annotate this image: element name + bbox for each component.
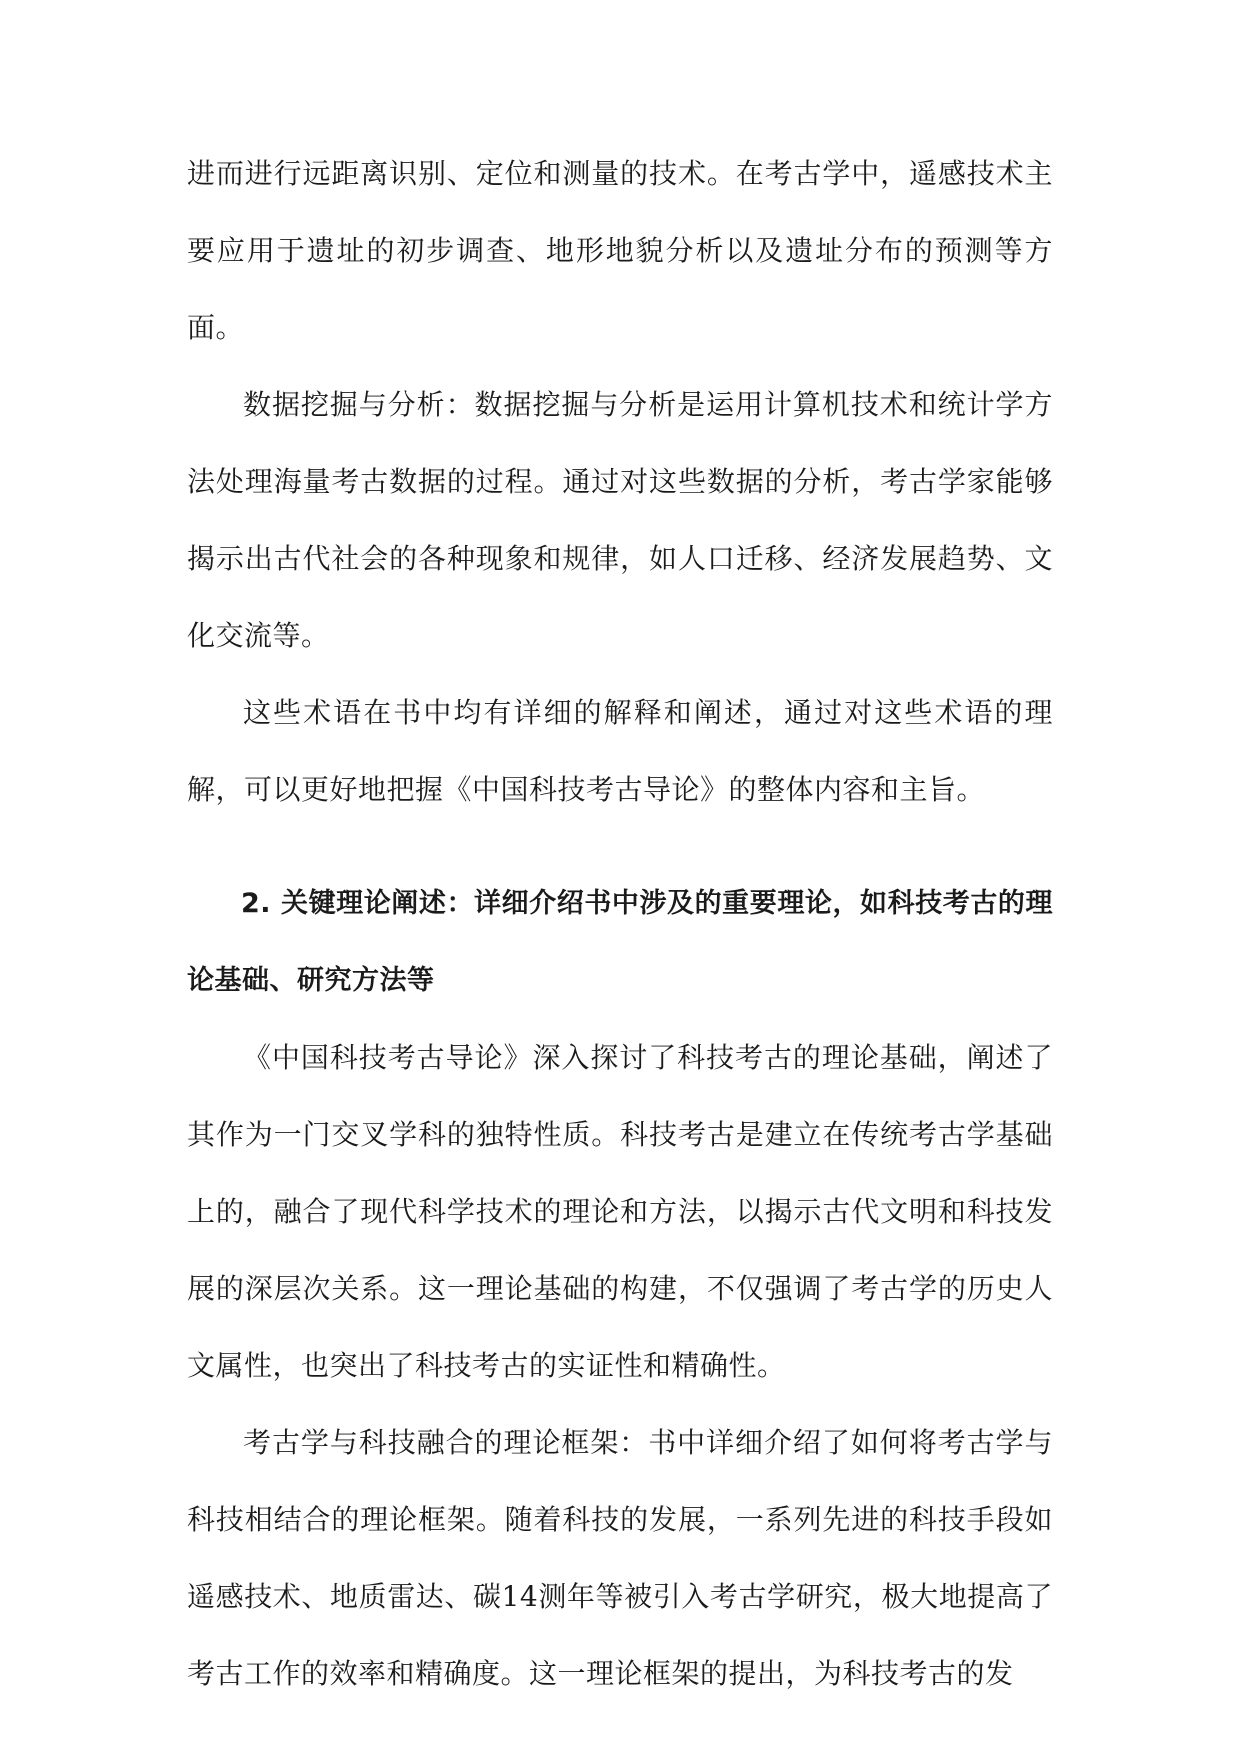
paragraph-data-mining: 数据挖掘与分析：数据挖掘与分析是运用计算机技术和统计学方法处理海量考古数据的过程。通过对这些数据的分析，考古学家能够揭示出古代社会的各种现象和规律，如人口迁移、经济发展趋势、文化交流等。	[187, 388, 1053, 652]
paragraph-theoretical-framework: 考古学与科技融合的理论框架：书中详细介绍了如何将考古学与科技相结合的理论框架。随着科技的发展，一系列先进的科技手段如遥感技术、地质雷达、碳14测年等被引入考古学研究，极大地提高了考古工作的效率和精确度。这一理论框架的提出，为科技考古的发	[187, 1426, 1053, 1690]
paragraph-theoretical-basis: 《中国科技考古导论》深入探讨了科技考古的理论基础，阐述了其作为一门交叉学科的独特性质。科技考古是建立在传统考古学基础上的，融合了现代科学技术的理论和方法，以揭示古代文明和科技发展的深层次关系。这一理论基础的构建，不仅强调了考古学的历史人文属性，也突出了科技考古的实证性和精确性。	[187, 1041, 1053, 1382]
paragraph-terms-summary: 这些术语在书中均有详细的解释和阐述，通过对这些术语的理解，可以更好地把握《中国科技考古导论》的整体内容和主旨。	[187, 696, 1053, 806]
paragraph-remote-sensing-continuation: 进而进行远距离识别、定位和测量的技术。在考古学中，遥感技术主要应用于遗址的初步调查、地形地貌分析以及遗址分布的预测等方面。	[187, 157, 1053, 344]
section-heading-key-theories: 2. 关键理论阐述：详细介绍书中涉及的重要理论，如科技考古的理论基础、研究方法等	[187, 888, 1053, 996]
document-body	[187, 135, 1053, 1712]
